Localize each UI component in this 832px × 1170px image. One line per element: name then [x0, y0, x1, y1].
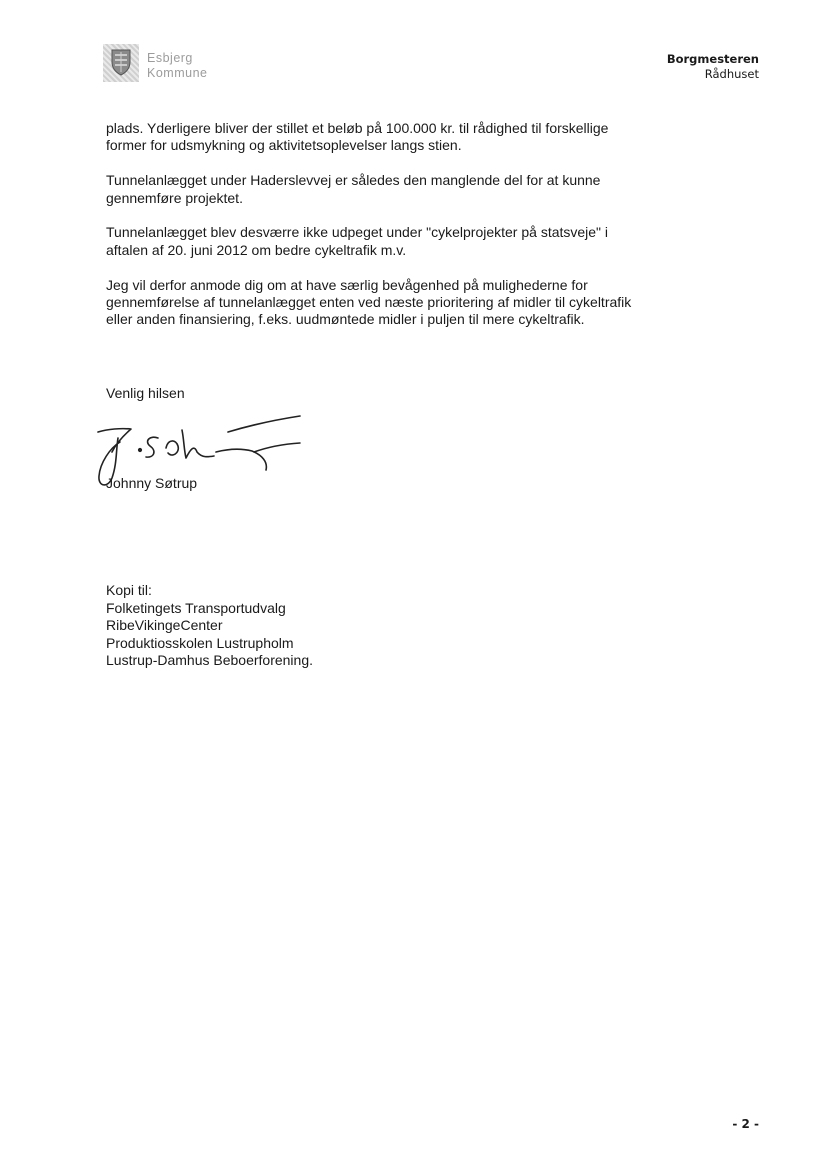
sender-department: Borgmesteren	[666, 52, 759, 66]
copy-recipient: Folketingets Transportudvalg	[106, 599, 286, 616]
municipal-crest-icon	[103, 44, 139, 82]
copy-recipients	[106, 582, 313, 670]
signer-name: Johnny Søtrup	[106, 475, 198, 491]
sender-location: Rådhuset	[704, 67, 759, 81]
body-paragraph: Tunnelanlægget under Haderslevvej er således den manglende del for at kunne gennemføre projektet.	[106, 172, 601, 206]
copy-recipient: Lustrup-Damhus Beboerforening.	[106, 652, 314, 669]
copy-recipient: RibeVikingeCenter	[106, 617, 223, 634]
logo-text-line1: Esbjerg	[147, 51, 193, 65]
page-number: - 2 -	[732, 1117, 759, 1131]
body-paragraph: plads. Yderligere bliver der stillet et beløb på 100.000 kr. til rådighed til forskellige former for udsmykning og aktivitetsoplevelser langs stien.	[106, 120, 609, 154]
body-paragraph: Tunnelanlægget blev desværre ikke udpeget under "cykelprojekter på statsveje" i aftalen af 20. juni 2012 om bedre cykeltrafik m.v.	[106, 224, 609, 258]
letter-body	[106, 120, 651, 346]
copy-label: Kopi til:	[106, 582, 152, 598]
closing-salutation: Venlig hilsen	[106, 385, 185, 401]
copy-recipient: Produktiosskolen Lustrupholm	[106, 634, 294, 651]
municipality-logo	[103, 44, 233, 84]
logo-text-line2: Kommune	[147, 66, 208, 80]
body-paragraph: Jeg vil derfor anmode dig om at have særlig bevågenhed på mulighederne for gennemførelse af tunnelanlægget enten ved næste prioritering af midler til cykeltrafik eller anden finansiering, f.eks. uudmøntede midler i puljen til mere cykeltrafik.	[106, 276, 632, 328]
sender-block	[667, 52, 759, 82]
